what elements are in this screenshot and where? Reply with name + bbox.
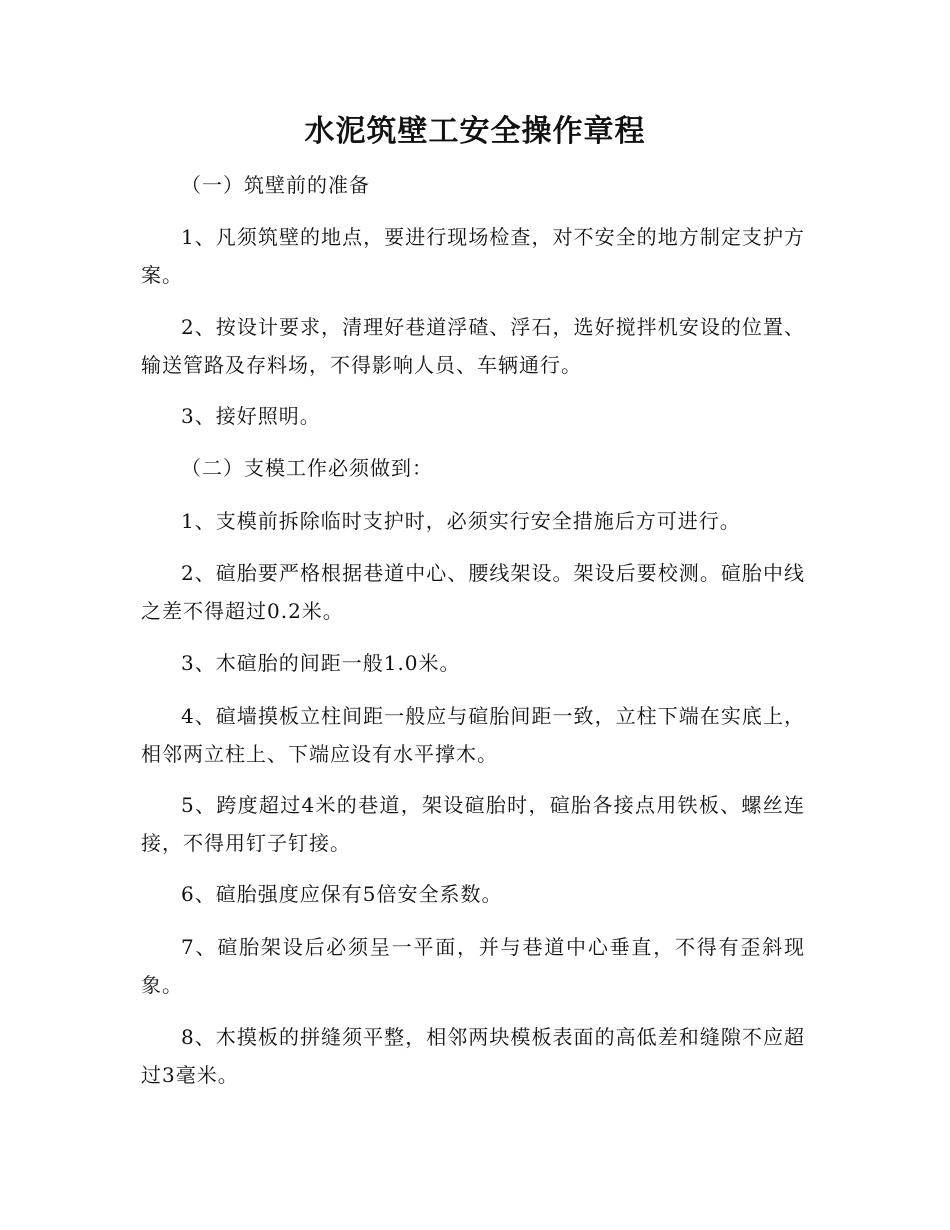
section-heading-2: （二）支模工作必须做到： [181,456,433,480]
paragraph-1-3: 3、接好照明。 [181,404,321,428]
paragraph-2-2: 2、碹胎要严格根据巷道中心、腰线架设。架设后要校测。碹胎中线之差不得超过0.2米。 [141,561,805,623]
paragraph-2-3: 3、木碹胎的间距一般1.0米。 [181,651,461,675]
paragraph-1-2: 2、按设计要求，清理好巷道浮碴、浮石，选好搅拌机安设的位置、输送管路及存料场，不得影响人员、车辆通行。 [141,315,805,377]
paragraph-2-1: 1、支模前拆除临时支护时，必须实行安全措施后方可进行。 [181,509,741,533]
page-title: 水泥筑壁工安全操作章程 [304,114,646,149]
paragraph-2-7: 7、碹胎架设后必须呈一平面，并与巷道中心垂直，不得有歪斜现象。 [141,935,805,997]
paragraph-2-4: 4、碹墙摸板立柱间距一般应与碹胎间距一致，立柱下端在实底上，相邻两立柱上、下端应设有水平撑木。 [141,704,805,766]
paragraph-1-1: 1、凡须筑壁的地点，要进行现场检查，对不安全的地方制定支护方案。 [141,225,805,287]
section-heading-1: （一）筑壁前的准备 [181,173,370,197]
paragraph-2-5: 5、跨度超过4米的巷道，架设碹胎时，碹胎各接点用铁板、螺丝连接，不得用钉子钉接。 [141,793,805,855]
paragraph-2-6: 6、碹胎强度应保有5倍安全系数。 [181,882,503,906]
paragraph-2-8: 8、木摸板的拼缝须平整，相邻两块模板表面的高低差和缝隙不应超过3毫米。 [141,1025,805,1087]
